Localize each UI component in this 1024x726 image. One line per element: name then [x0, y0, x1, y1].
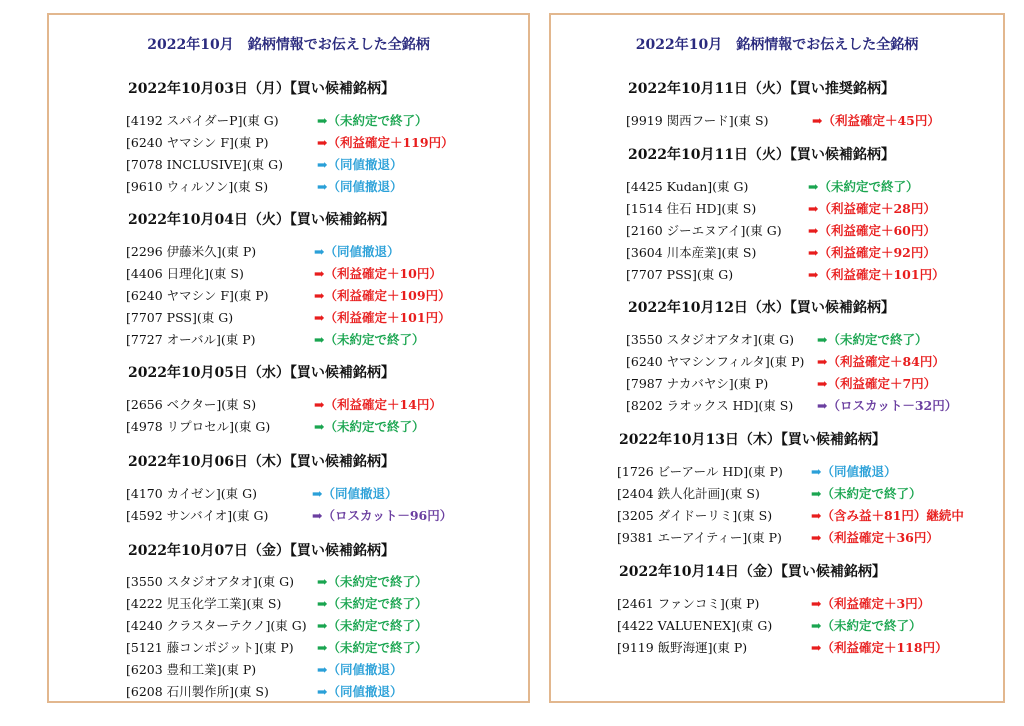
list-item [126, 155, 526, 175]
section-heading: 2022年10月05日（水）【買い候補銘柄】 [128, 365, 395, 381]
trade-result: ➡（利益確定＋7円） [817, 376, 937, 391]
section-heading: 2022年10月04日（火）【買い候補銘柄】 [128, 212, 395, 228]
trade-result: ➡（未約定で終了） [314, 419, 425, 434]
arrow-right-icon: ➡ [811, 508, 822, 523]
list-item [126, 682, 526, 702]
stock-name: [4240 クラスターテクノ](東 G) [126, 618, 307, 633]
arrow-right-icon: ➡ [811, 596, 822, 611]
trade-result: ➡（同値撤退） [314, 244, 400, 259]
arrow-right-icon: ➡ [314, 244, 325, 259]
arrow-right-icon: ➡ [811, 464, 822, 479]
stock-name: [2656 ベクター](東 S) [126, 397, 257, 412]
list-item [126, 660, 526, 680]
stock-name: [6240 ヤマシン F](東 P) [126, 288, 269, 303]
stock-name: [4592 サンバイオ](東 G) [126, 508, 269, 523]
trade-result: ➡（利益確定＋14円） [314, 397, 442, 412]
stock-name: [4978 リプロセル](東 G) [126, 419, 271, 434]
stock-name: [4192 スパイダーP](東 G) [126, 113, 279, 128]
trade-result: ➡（未約定で終了） [317, 113, 428, 128]
list-item [126, 616, 526, 636]
list-item [126, 177, 526, 197]
trade-result: ➡（利益確定＋101円） [808, 267, 945, 282]
arrow-right-icon: ➡ [314, 332, 325, 347]
arrow-right-icon: ➡ [317, 618, 328, 633]
trade-result: ➡（利益確定＋92円） [808, 245, 936, 260]
section-heading: 2022年10月14日（金）【買い候補銘柄】 [619, 564, 886, 580]
stock-name: [4222 児玉化学工業](東 S) [126, 596, 282, 611]
stock-name: [9919 関西フード](東 S) [626, 113, 769, 128]
arrow-right-icon: ➡ [808, 267, 819, 282]
arrow-right-icon: ➡ [811, 486, 822, 501]
trade-result: ➡（未約定で終了） [808, 179, 919, 194]
list-item [617, 638, 997, 658]
list-item [617, 506, 997, 526]
stock-name: [7987 ナカバヤシ](東 P) [626, 376, 769, 391]
trade-result: ➡（未約定で終了） [817, 332, 928, 347]
trade-result: ➡（未約定で終了） [317, 618, 428, 633]
list-item [126, 330, 526, 350]
section-heading: 2022年10月07日（金）【買い候補銘柄】 [128, 543, 395, 559]
trade-result: ➡（利益確定＋118円） [811, 640, 948, 655]
section-heading: 2022年10月11日（火）【買い候補銘柄】 [628, 147, 895, 163]
list-item [126, 417, 526, 437]
arrow-right-icon: ➡ [317, 113, 328, 128]
arrow-right-icon: ➡ [314, 419, 325, 434]
arrow-right-icon: ➡ [314, 288, 325, 303]
right-panel [549, 13, 1005, 703]
trade-result: ➡（利益確定＋119円） [317, 135, 454, 150]
list-item [617, 462, 997, 482]
trade-result: ➡（同値撤退） [317, 179, 403, 194]
list-item [626, 243, 996, 263]
trade-result: ➡（未約定で終了） [317, 640, 428, 655]
stock-name: [1514 住石 HD](東 S) [626, 201, 757, 216]
list-item [126, 264, 526, 284]
panel-title: 2022年10月 銘柄情報でお伝えした全銘柄 [147, 37, 430, 53]
trade-result: ➡（同値撤退） [811, 464, 897, 479]
arrow-right-icon: ➡ [314, 266, 325, 281]
trade-result: ➡（利益確定＋109円） [314, 288, 451, 303]
trade-result: ➡（同値撤退） [312, 486, 398, 501]
trade-result: ➡（利益確定＋60円） [808, 223, 936, 238]
arrow-right-icon: ➡ [312, 486, 323, 501]
list-item [126, 133, 526, 153]
list-item [126, 506, 526, 526]
section-heading: 2022年10月11日（火）【買い推奨銘柄】 [628, 81, 895, 97]
stock-name: [5121 藤コンポジット](東 P) [126, 640, 294, 655]
trade-result: ➡（未約定で終了） [314, 332, 425, 347]
list-item [126, 484, 526, 504]
trade-result: ➡（利益確定＋84円） [817, 354, 945, 369]
arrow-right-icon: ➡ [317, 684, 328, 699]
stock-name: [6203 豊和工業](東 P) [126, 662, 257, 677]
stock-name: [1726 ビーアール HD](東 P) [617, 464, 783, 479]
section-heading: 2022年10月06日（木）【買い候補銘柄】 [128, 454, 395, 470]
list-item [626, 111, 996, 131]
trade-result: ➡（未約定で終了） [317, 574, 428, 589]
arrow-right-icon: ➡ [314, 397, 325, 412]
stock-name: [9610 ウィルソン](東 S) [126, 179, 269, 194]
list-item [126, 308, 526, 328]
trade-result: ➡（利益確定＋45円） [812, 113, 940, 128]
trade-result: ➡（利益確定＋36円） [811, 530, 939, 545]
trade-result: ➡（同値撤退） [317, 684, 403, 699]
section-heading: 2022年10月12日（水）【買い候補銘柄】 [628, 300, 895, 316]
arrow-right-icon: ➡ [314, 310, 325, 325]
trade-result: ➡（同値撤退） [317, 157, 403, 172]
arrow-right-icon: ➡ [312, 508, 323, 523]
trade-result: ➡（利益確定＋28円） [808, 201, 936, 216]
list-item [617, 616, 997, 636]
stock-name: [9381 エーアイティー](東 P) [617, 530, 782, 545]
list-item [617, 484, 997, 504]
stock-name: [2296 伊藤米久](東 P) [126, 244, 257, 259]
stock-name: [2461 ファンコミ](東 P) [617, 596, 760, 611]
trade-result: ➡（利益確定＋101円） [314, 310, 451, 325]
list-item [126, 111, 526, 131]
arrow-right-icon: ➡ [808, 223, 819, 238]
list-item [626, 396, 996, 416]
trade-result: ➡（未約定で終了） [811, 618, 922, 633]
stock-name: [6240 ヤマシン F](東 P) [126, 135, 269, 150]
arrow-right-icon: ➡ [817, 398, 828, 413]
stock-name: [4406 日理化](東 S) [126, 266, 244, 281]
trade-result: ➡（ロスカット－96円） [312, 508, 453, 523]
stock-name: [3550 スタジオアタオ](東 G) [626, 332, 795, 347]
list-item [617, 594, 997, 614]
list-item [626, 352, 996, 372]
arrow-right-icon: ➡ [317, 157, 328, 172]
list-item [126, 242, 526, 262]
list-item [126, 594, 526, 614]
arrow-right-icon: ➡ [811, 530, 822, 545]
arrow-right-icon: ➡ [811, 618, 822, 633]
section-heading: 2022年10月13日（木）【買い候補銘柄】 [619, 432, 886, 448]
arrow-right-icon: ➡ [317, 135, 328, 150]
list-item [626, 265, 996, 285]
stock-name: [2160 ジーエヌアイ](東 G) [626, 223, 782, 238]
left-panel [47, 13, 530, 703]
stock-name: [8202 ラオックス HD](東 S) [626, 398, 794, 413]
trade-result: ➡（利益確定＋10円） [314, 266, 442, 281]
trade-result: ➡（同値撤退） [317, 662, 403, 677]
list-item [126, 395, 526, 415]
list-item [626, 221, 996, 241]
arrow-right-icon: ➡ [817, 376, 828, 391]
list-item [626, 177, 996, 197]
arrow-right-icon: ➡ [317, 640, 328, 655]
stock-name: [6240 ヤマシンフィルタ](東 P) [626, 354, 805, 369]
list-item [626, 330, 996, 350]
stock-name: [4422 VALUENEX](東 G) [617, 618, 773, 633]
stock-name: [7707 PSS](東 G) [626, 267, 734, 282]
stock-name: [6208 石川製作所](東 S) [126, 684, 269, 699]
arrow-right-icon: ➡ [811, 640, 822, 655]
arrow-right-icon: ➡ [317, 662, 328, 677]
arrow-right-icon: ➡ [317, 596, 328, 611]
arrow-right-icon: ➡ [817, 332, 828, 347]
list-item [626, 374, 996, 394]
stock-name: [7727 オーバル](東 P) [126, 332, 256, 347]
stock-name: [3205 ダイドーリミ](東 S) [617, 508, 773, 523]
arrow-right-icon: ➡ [808, 179, 819, 194]
trade-result: ➡（未約定で終了） [317, 596, 428, 611]
arrow-right-icon: ➡ [317, 574, 328, 589]
list-item [617, 528, 997, 548]
panel-title: 2022年10月 銘柄情報でお伝えした全銘柄 [635, 37, 919, 53]
stock-name: [2404 鉄人化計画](東 S) [617, 486, 760, 501]
list-item [126, 286, 526, 306]
stock-name: [4170 カイゼン](東 G) [126, 486, 258, 501]
list-item [126, 572, 526, 592]
trade-result: ➡（利益確定＋3円） [811, 596, 931, 611]
arrow-right-icon: ➡ [808, 245, 819, 260]
stock-name: [7707 PSS](東 G) [126, 310, 234, 325]
stock-name: [3604 川本産業](東 S) [626, 245, 757, 260]
stock-name: [4425 Kudan](東 G) [626, 179, 749, 194]
arrow-right-icon: ➡ [808, 201, 819, 216]
arrow-right-icon: ➡ [817, 354, 828, 369]
list-item [126, 638, 526, 658]
arrow-right-icon: ➡ [317, 179, 328, 194]
trade-result: ➡（ロスカット－32円） [817, 398, 958, 413]
section-heading: 2022年10月03日（月）【買い候補銘柄】 [128, 81, 395, 97]
stock-name: [7078 INCLUSIVE](東 G) [126, 157, 283, 172]
arrow-right-icon: ➡ [812, 113, 823, 128]
list-item [626, 199, 996, 219]
stock-name: [3550 スタジオアタオ](東 G) [126, 574, 295, 589]
stock-name: [9119 飯野海運](東 P) [617, 640, 748, 655]
trade-result: ➡（未約定で終了） [811, 486, 922, 501]
trade-result: ➡（含み益＋81円）継続中 [811, 508, 964, 523]
